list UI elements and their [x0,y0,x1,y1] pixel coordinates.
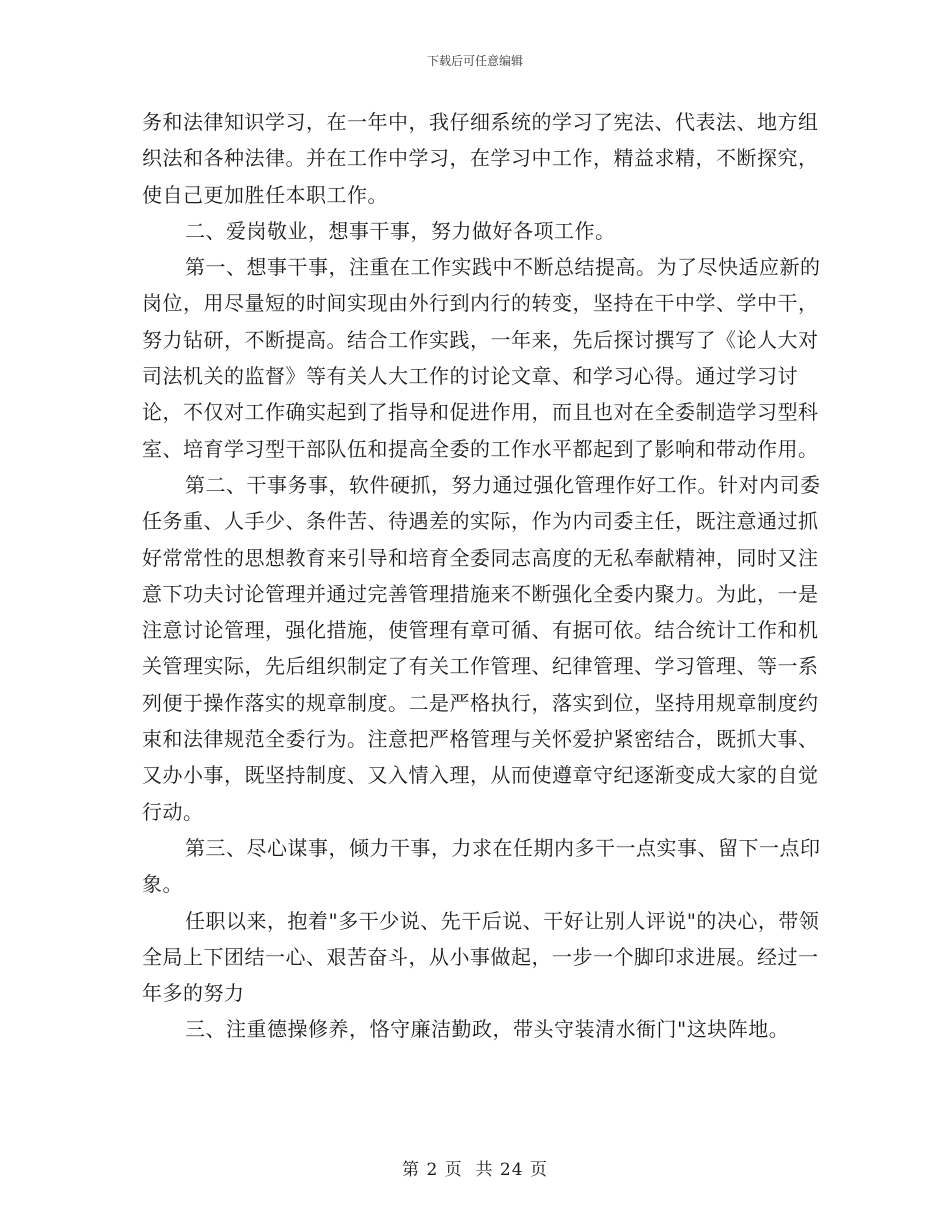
footer-middle: 页 共 [444,1160,494,1180]
paragraph-5: 第三、尽心谋事，倾力干事，力求在任期内多干一点实事、留下一点印象。 [142,835,821,897]
paragraph-7: 三、注重德操修养，恪守廉洁勤政，带头守装清水衙门"这块阵地。 [185,1017,790,1042]
page-footer [0,1155,950,1180]
page-header: 下载后可任意编辑 [426,54,523,68]
paragraph-2: 二、爱岗敬业，想事干事，努力做好各项工作。 [185,218,616,243]
footer-suffix: 页 [529,1160,548,1180]
document-body [142,104,822,1048]
paragraph-3: 第一、想事干事，注重在工作实践中不断总结提高。为了尽快适应新的岗位，用尽量短的时间实现由外行到内行的转变，坚持在干中学、学中干，努力钻研，不断提高。结合工作实践，一年来，先后探讨撰写了《论人大对司法机关的监督》等有关人大工作的讨论文章、和学习心得。通过学习讨论，不仅对工作确实起到了指导和促进作用，而且也对在全委制造学习型科室、培育学习型干部队伍和提高全委的工作水平都起到了影响和带动作用。 [142,255,821,461]
paragraph-6: 任职以来，抱着"多干少说、先干后说、干好让别人评说"的决心，带领全局上下团结一心、艰苦奋斗，从小事做起，一步一个脚印求进展。经过一年多的努力 [142,908,820,1006]
footer-page-number: 2 [426,1160,439,1180]
footer-prefix: 第 [402,1160,421,1180]
footer-total-pages: 24 [499,1160,524,1180]
paragraph-1: 务和法律知识学习，在一年中，我仔细系统的学习了宪法、代表法、地方组织法和各种法律。并在工作中学习，在学习中工作，精益求精，不断探究，使自己更加胜任本职工作。 [142,110,819,207]
paragraph-4: 第二、干事务事，软件硬抓，努力通过强化管理作好工作。针对内司委任务重、人手少、条件苦、待遇差的实际，作为内司委主任，既注意通过抓好常常性的思想教育来引导和培育全委同志高度的无私奉献精神，同时又注意下功夫讨论管理并通过完善管理措施来不断强化全委内聚力。为此，一是注意讨论管理，强化措施，使管理有章可循、有据可依。结合统计工作和机关管理实际，先后组织制定了有关工作管理、纪律管理、学习管理、等一系列便于操作落实的规章制度。二是严格执行，落实到位，坚持用规章制度约束和法律规范全委行为。注意把严格管理与关怀爱护紧密结合，既抓大事、又办小事，既坚持制度、又入情入理，从而使遵章守纪逐渐变成大家的自觉行动。 [142,472,821,824]
